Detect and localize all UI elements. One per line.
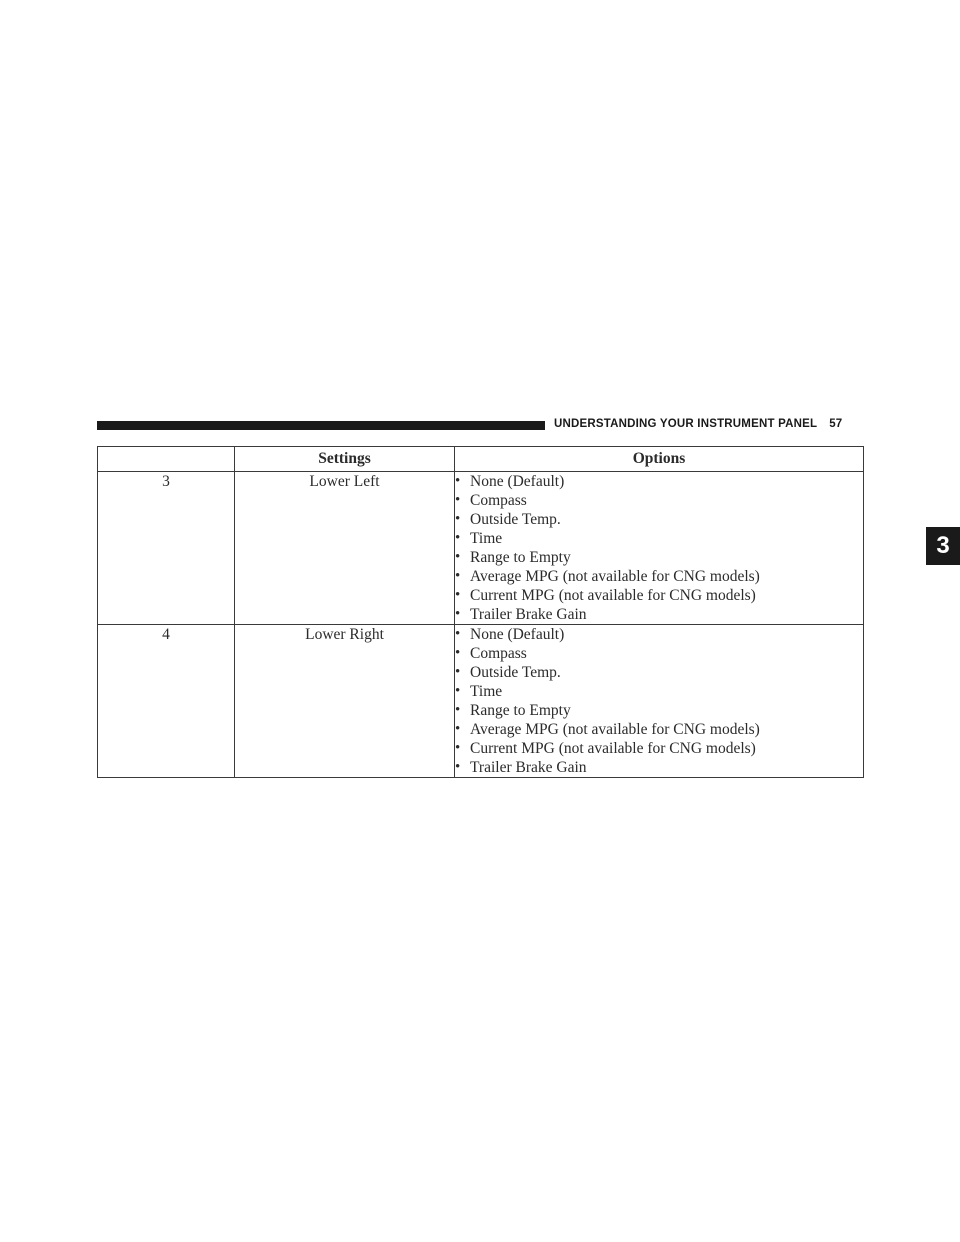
column-header-number (98, 447, 235, 472)
list-item: • Average MPG (not available for CNG models) (455, 720, 863, 739)
list-item: • Range to Empty (455, 548, 863, 567)
list-item: • Trailer Brake Gain (455, 758, 863, 777)
list-item: • Outside Temp. (455, 663, 863, 682)
options-list (455, 625, 863, 777)
list-item: • None (Default) (455, 472, 863, 491)
column-header-options: Options (455, 447, 864, 472)
row-number: 4 (98, 625, 235, 778)
settings-table (97, 446, 864, 778)
list-item: • Trailer Brake Gain (455, 605, 863, 624)
table-row (98, 472, 864, 625)
row-options (455, 472, 864, 625)
list-item: • None (Default) (455, 625, 863, 644)
table-row (98, 625, 864, 778)
list-item: • Time (455, 682, 863, 701)
list-item: • Compass (455, 491, 863, 510)
row-options (455, 625, 864, 778)
list-item: • Range to Empty (455, 701, 863, 720)
column-header-settings: Settings (235, 447, 455, 472)
list-item: • Time (455, 529, 863, 548)
running-header (554, 418, 842, 430)
row-number: 3 (98, 472, 235, 625)
row-setting: Lower Right (235, 625, 455, 778)
list-item: • Current MPG (not available for CNG models) (455, 586, 863, 605)
table-header-row (98, 447, 864, 472)
options-list (455, 472, 863, 624)
list-item: • Average MPG (not available for CNG models) (455, 567, 863, 586)
chapter-tab: 3 (926, 527, 960, 565)
page-number: 57 (829, 418, 843, 430)
list-item: • Outside Temp. (455, 510, 863, 529)
header-rule (97, 421, 545, 430)
list-item: • Current MPG (not available for CNG models) (455, 739, 863, 758)
section-title: UNDERSTANDING YOUR INSTRUMENT PANEL (554, 418, 818, 430)
row-setting: Lower Left (235, 472, 455, 625)
list-item: • Compass (455, 644, 863, 663)
